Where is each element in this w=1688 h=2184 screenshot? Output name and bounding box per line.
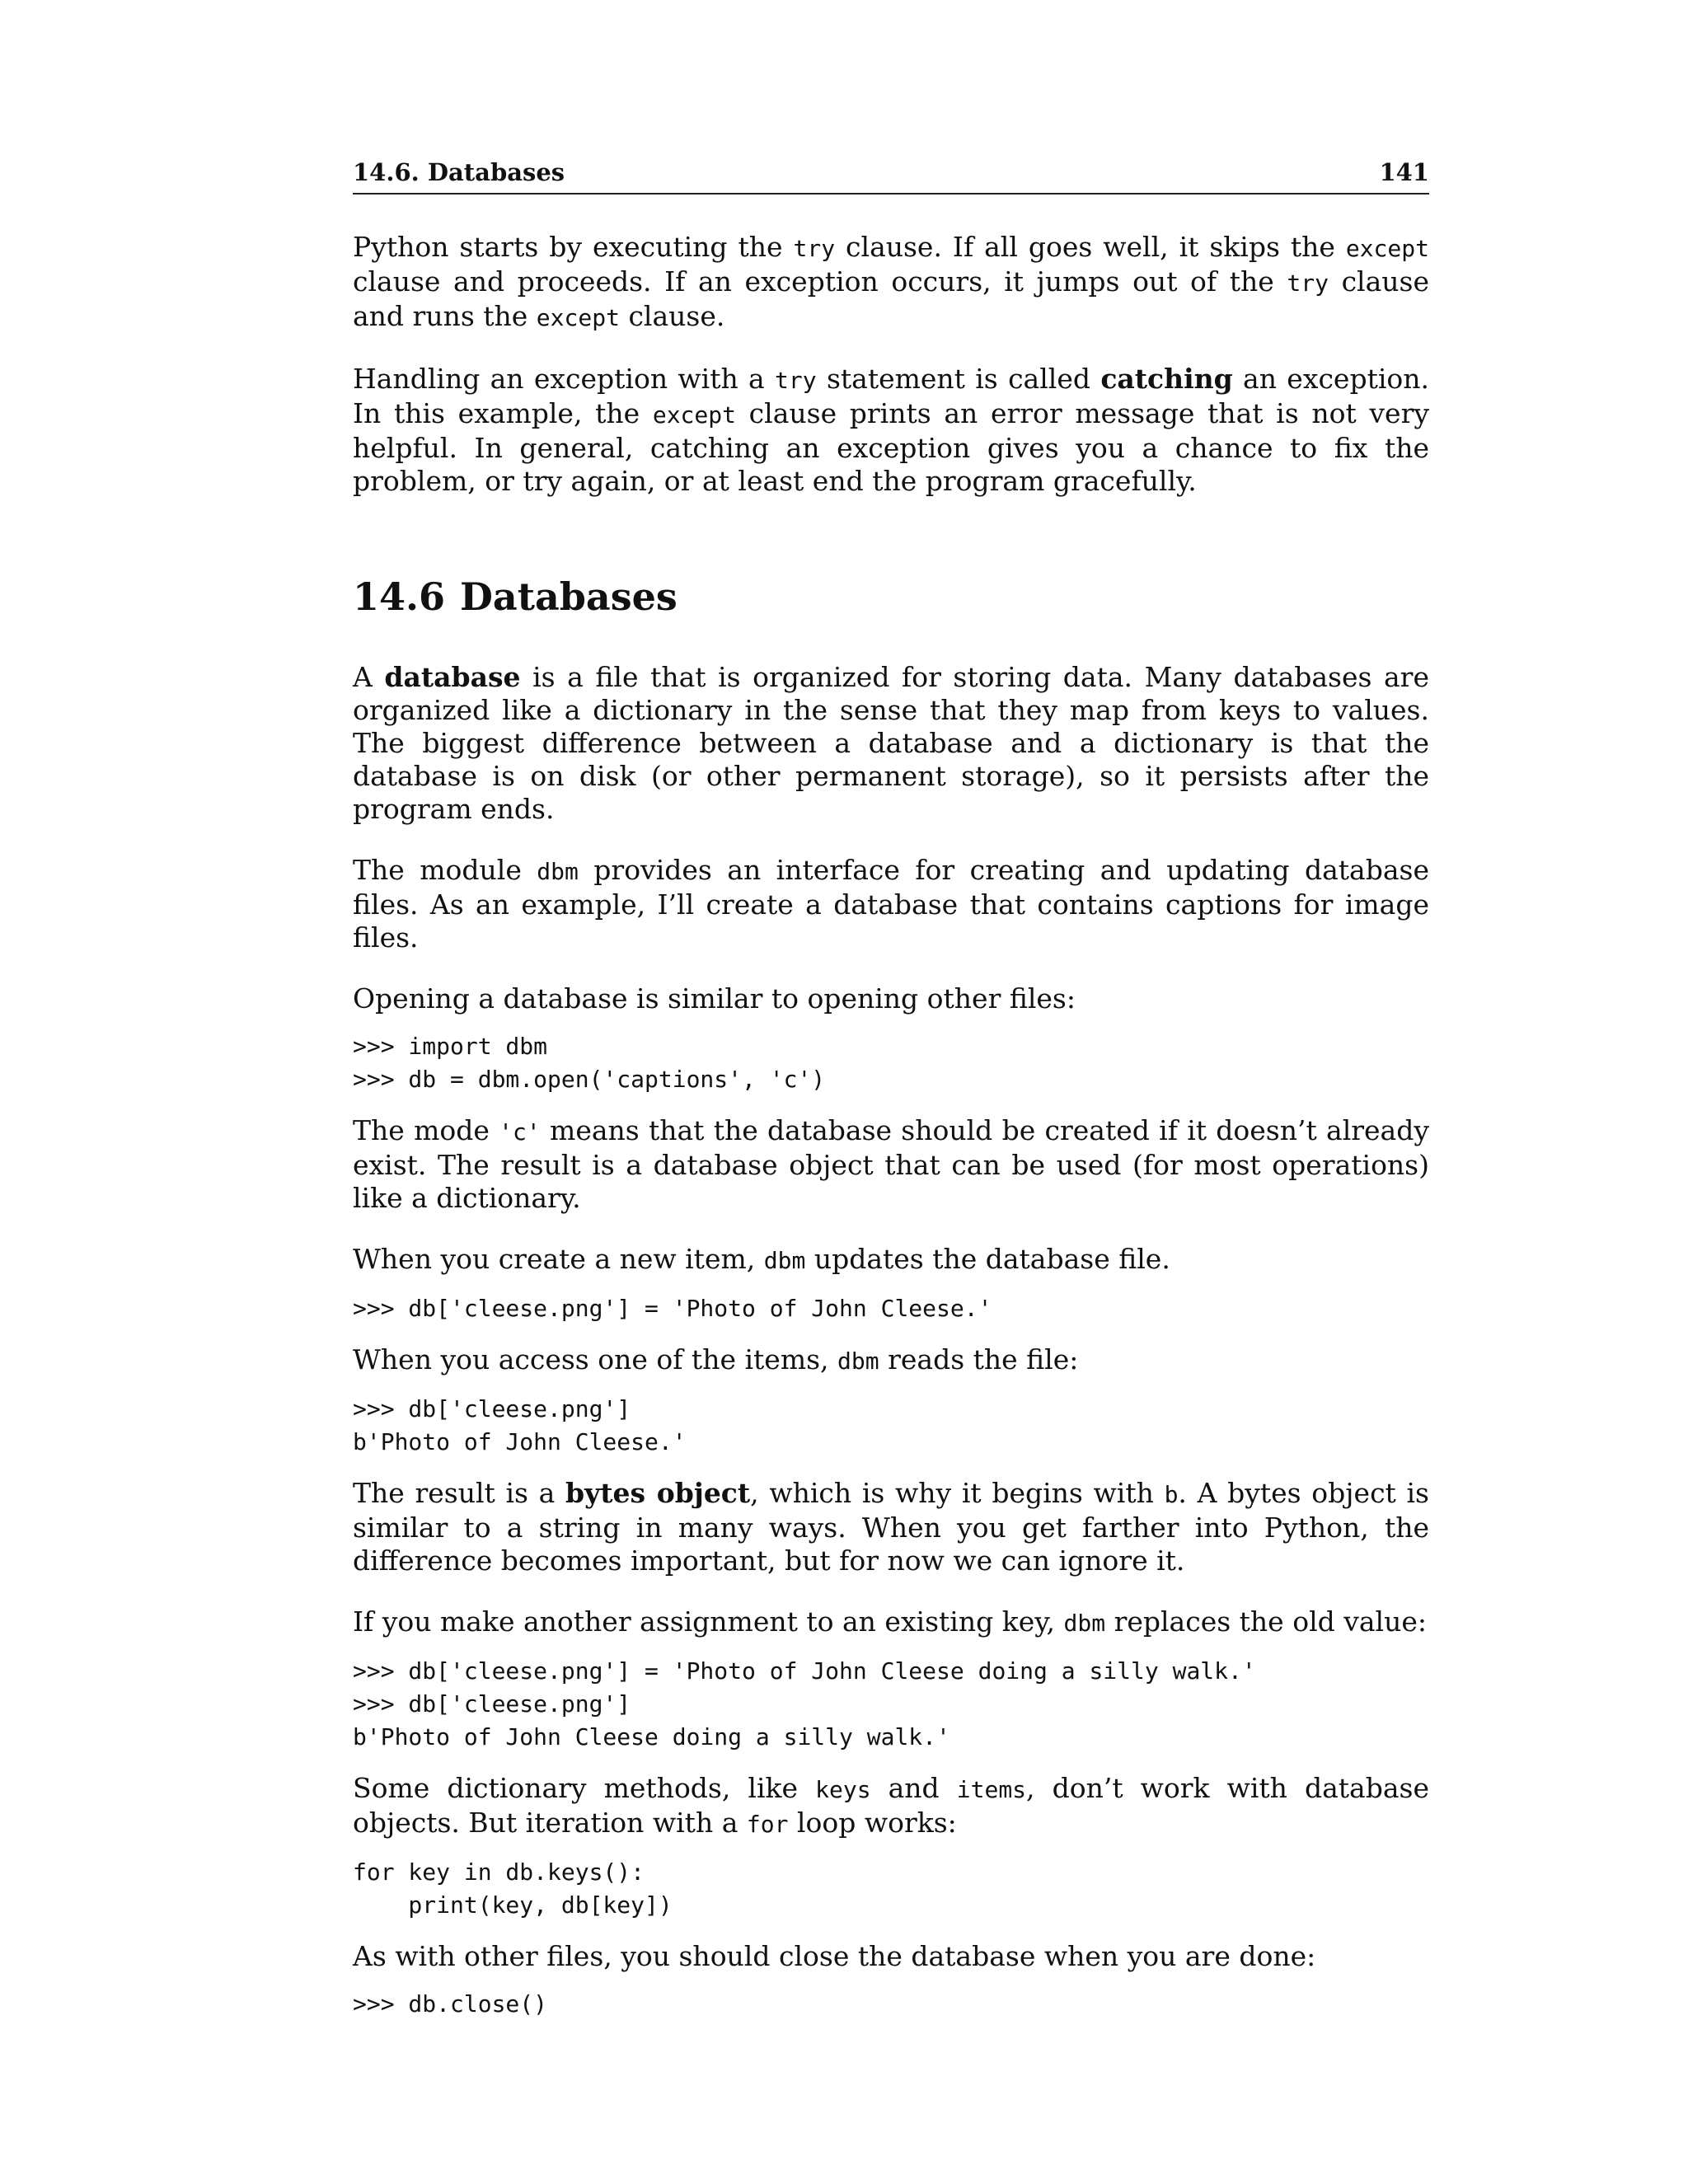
page: [353, 158, 1429, 2039]
section-title: Databases: [460, 574, 678, 619]
code-block-close: >>> db.close(): [353, 1990, 548, 2018]
page-content: [353, 231, 1429, 2021]
code-block-loop: for key in db.keys(): print(key, db[key]): [353, 1858, 673, 1919]
code-block-open: >>> import dbm >>> db = dbm.open('captions', 'c'): [353, 1033, 826, 1093]
code-block-assign: >>> db['cleese.png'] = 'Photo of John Cleese.': [353, 1295, 992, 1322]
paragraph-mode-c: The mode 'c' means that the database should be created if it doesn’t already exist. The result is a database object that can be used (for most operations) like a dictionary.: [353, 1114, 1429, 1214]
running-header: [353, 158, 1429, 194]
paragraph-catching: Handling an exception with a try statement is called catching an exception. In this example, the except clause prints an error message that is not very helpful. In general, catching an exception gives you a chance to fix the problem, or try again, or at least end the program gracefully.: [353, 363, 1429, 497]
section-number: 14.6: [353, 574, 446, 619]
code-block-access: >>> db['cleese.png'] b'Photo of John Cleese.': [353, 1395, 687, 1455]
paragraph-reassignment: If you make another assignment to an existing key, dbm replaces the old value:: [353, 1605, 1428, 1638]
section-heading: [353, 574, 1429, 620]
page-number: 141: [1379, 158, 1429, 186]
paragraph-access-item: When you access one of the items, dbm reads the file:: [353, 1343, 1079, 1376]
paragraph-close-database: As with other files, you should close the database when you are done:: [353, 1940, 1316, 1972]
paragraph-create-item: When you create a new item, dbm updates the database file.: [353, 1243, 1170, 1275]
paragraph-opening-database: Opening a database is similar to opening other files:: [353, 982, 1076, 1015]
paragraph-try-clause: Python starts by executing the try clause. If all goes well, it skips the except clause and proceeds. If an exception occurs, it jumps out of the try clause and runs the except clause.: [353, 231, 1429, 332]
paragraph-bytes-object: The result is a bytes object, which is why it begins with b. A bytes object is similar to a string in many ways. When you get farther into Python, the difference becomes important, but for now we can ignore it.: [353, 1477, 1429, 1577]
header-section-title: 14.6. Databases: [353, 158, 565, 186]
paragraph-iteration: Some dictionary methods, like keys and items, don’t work with database objects. But iteration with a for loop works:: [353, 1772, 1429, 1839]
paragraph-database-definition: A database is a file that is organized for storing data. Many databases are organized like a dictionary in the sense that they map from keys to values. The biggest difference between a database and a dictionary is that the database is on disk (or other permanent storage), so it persists after the program ends.: [353, 661, 1429, 825]
code-block-reassign: >>> db['cleese.png'] = 'Photo of John Cleese doing a silly walk.' >>> db['cleese.png'] b'Photo of John Cleese doing a silly walk.': [353, 1657, 1256, 1750]
paragraph-dbm-module: The module dbm provides an interface for creating and updating database files. As an example, I’ll create a database that contains captions for image files.: [353, 854, 1429, 954]
